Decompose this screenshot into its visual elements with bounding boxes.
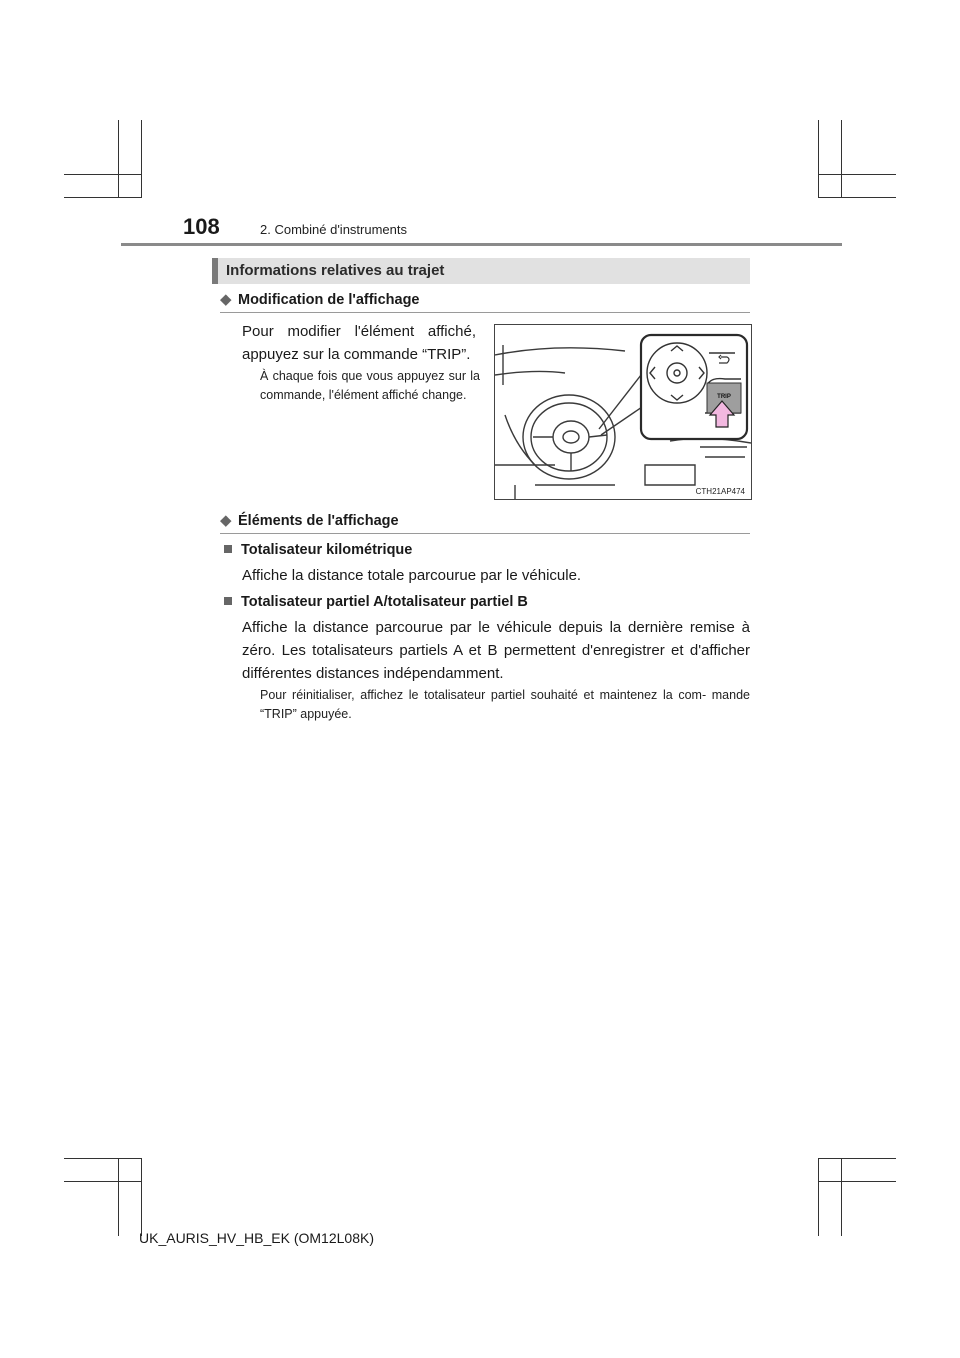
header-rule [121,243,842,246]
section-title: Informations relatives au trajet [226,262,445,279]
square-bullet-icon [224,597,232,605]
trip-meter-note: Pour réinitialiser, affichez le totalisateur partiel souhaité et maintenez la com- mande “TRIP” appuyée. [260,688,750,721]
subhead-rule [220,533,750,534]
crop-mark [64,174,142,175]
trip-meter-text: Affiche la distance parcourue par le véhicule depuis la dernière remise à zéro. Les totalisateurs partiels A et B permettent d'enregistrer et d'afficher différentes distances indépendamment. [242,619,750,682]
document-code: UK_AURIS_HV_HB_EK (OM12L08K) [139,1230,374,1246]
steering-wheel-illustration [495,325,751,499]
crop-mark [841,120,842,198]
section-header [212,258,750,284]
diamond-icon: ◆ [220,291,232,308]
chapter-title: 2. Combiné d'instruments [260,222,407,237]
crop-mark [818,197,896,198]
crop-mark [118,120,119,198]
diamond-icon: ◆ [220,512,232,529]
crop-mark [818,1181,896,1182]
bullet-trip-meter [224,594,528,610]
bullet-label: Totalisateur kilométrique [241,542,413,558]
crop-mark [818,1158,896,1159]
display-change-text: Pour modifier l'élément affiché, appuyez sur la commande “TRIP”. [242,323,476,363]
square-bullet-icon [224,545,232,553]
crop-mark [818,120,819,198]
figure-code: CTH21AP474 [695,487,745,496]
crop-mark [141,1158,142,1236]
crop-mark [141,120,142,198]
crop-mark [64,1181,142,1182]
crop-mark [118,1158,119,1236]
bullet-odometer [224,542,412,558]
subhead-rule [220,312,750,313]
bullet-label: Totalisateur partiel A/totalisateur partiel B [241,594,528,610]
page-number: 108 [183,214,220,239]
section-accent [212,258,218,284]
crop-mark [64,197,142,198]
odometer-text: Affiche la distance totale parcourue par le véhicule. [242,567,582,584]
steering-switch-figure [494,324,752,500]
crop-mark [64,1158,142,1159]
display-change-note: À chaque fois que vous appuyez sur la commande, l'élément affiché change. [260,369,480,402]
crop-mark [818,1158,819,1236]
trip-button-label: TRIP [717,394,731,400]
crop-mark [818,174,896,175]
subhead-display-items [220,511,399,529]
subhead-display-change [220,290,420,308]
subhead-label: Éléments de l'affichage [238,513,399,529]
subhead-label: Modification de l'affichage [238,292,420,308]
crop-mark [841,1158,842,1236]
